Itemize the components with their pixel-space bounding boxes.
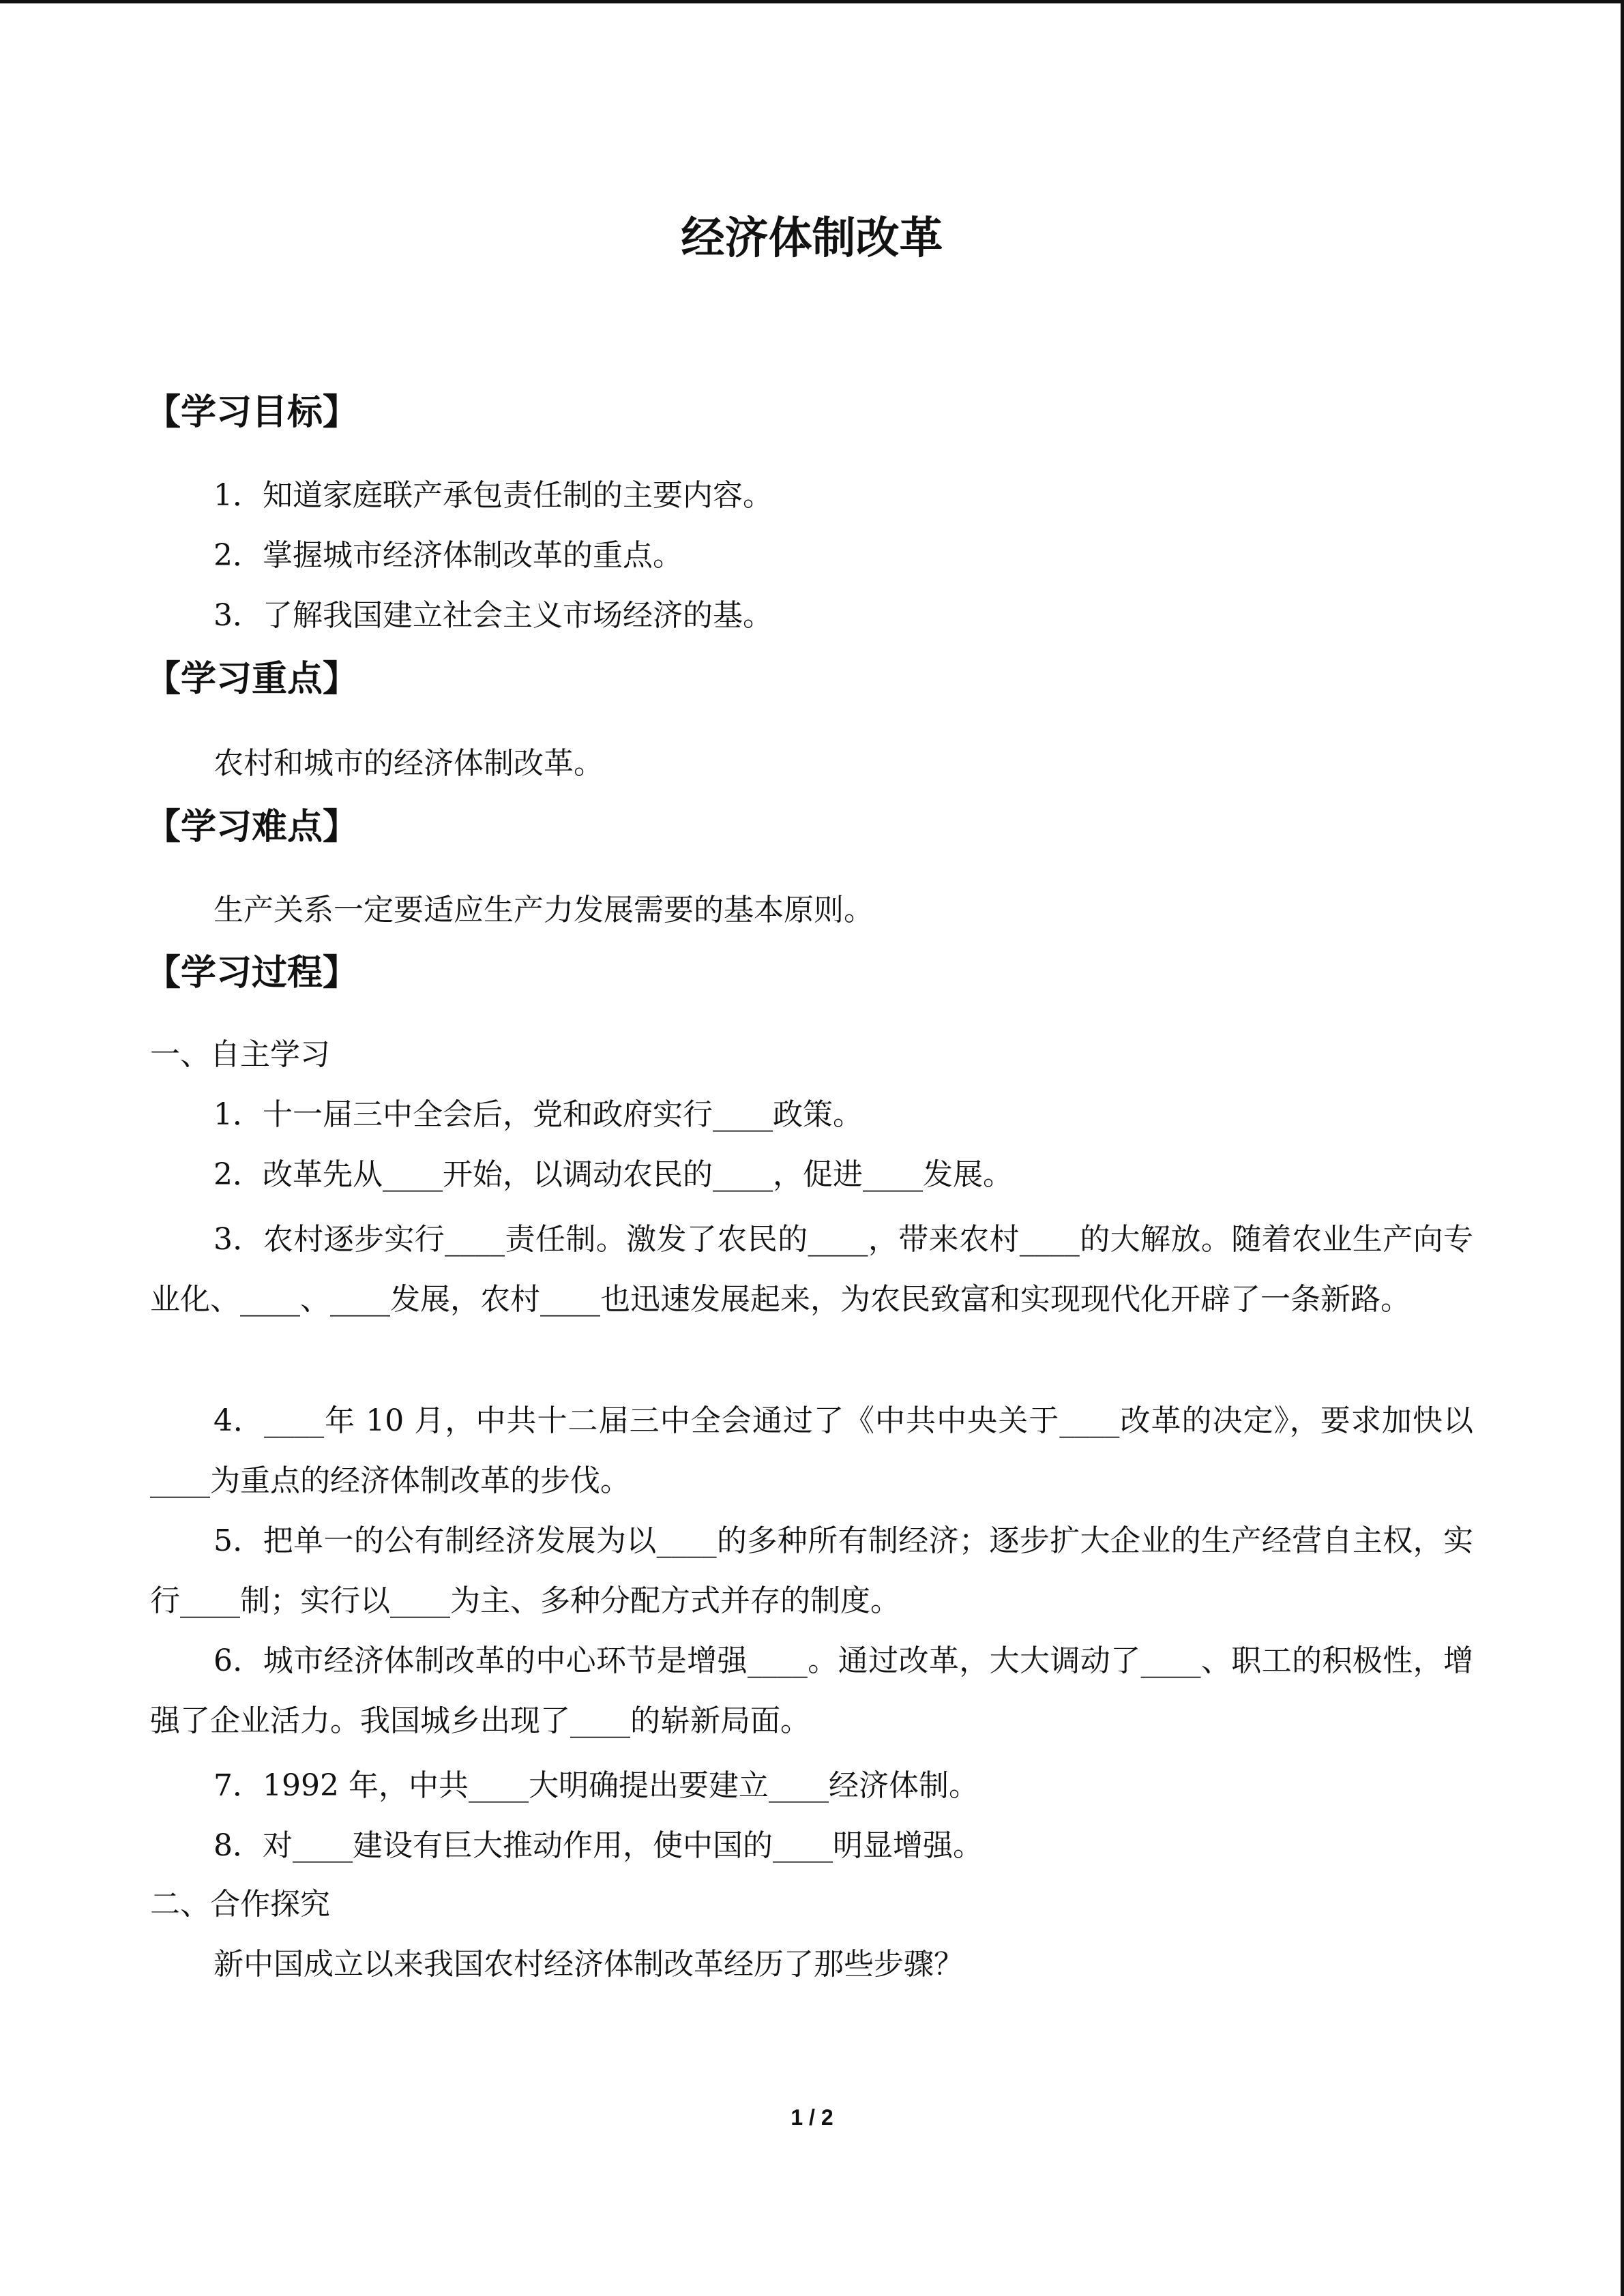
heading-process: 【学习过程】 <box>145 953 359 994</box>
key-points-text: 农村和城市的经济体制改革。 <box>213 746 604 781</box>
objective-item-2: 2．掌握城市经济体制改革的重点。 <box>213 538 683 573</box>
question-8: 8．对____建设有巨大推动作用，使中国的____明显增强。 <box>213 1828 983 1863</box>
question-6: 6．城市经济体制改革的中心环节是增强____。通过改革，大大调动了____、职工的积极性，增强了企业活力。我国城乡出现了____的崭新局面。 <box>150 1643 1473 1738</box>
part2-title: 二、合作探究 <box>150 1887 330 1922</box>
document-title: 经济体制改革 <box>681 213 943 264</box>
question-7: 7．1992 年，中共____大明确提出要建立____经济体制。 <box>213 1768 979 1803</box>
question-3: 3．农村逐步实行____责任制。激发了农民的____，带来农村____的大解放。随着农业生产向专业化、____、____发展，农村____也迅速发展起来，为农民致富和实现现代化开辟了一条新路。 <box>150 1222 1473 1317</box>
heading-key-points: 【学习重点】 <box>145 659 359 700</box>
question-1: 1．十一届三中全会后，党和政府实行____政策。 <box>213 1097 863 1132</box>
heading-objectives: 【学习目标】 <box>145 392 359 433</box>
objective-item-3: 3．了解我国建立社会主义市场经济的基。 <box>213 598 773 633</box>
question-2: 2．改革先从____开始，以调动农民的____，促进____发展。 <box>213 1157 1013 1192</box>
page-number: 1 / 2 <box>791 2105 833 2130</box>
objective-item-1: 1．知道家庭联产承包责任制的主要内容。 <box>213 478 773 513</box>
heading-difficulties: 【学习难点】 <box>145 807 359 848</box>
part1-title: 一、自主学习 <box>150 1037 330 1072</box>
part2-question: 新中国成立以来我国农村经济体制改革经历了那些步骤？ <box>213 1947 964 1982</box>
question-5: 5．把单一的公有制经济发展为以____的多种所有制经济；逐步扩大企业的生产经营自主权，实行____制；实行以____为主、多种分配方式并存的制度。 <box>150 1523 1473 1618</box>
question-4: 4．____年 10 月，中共十二届三中全会通过了《中共中央关于____改革的决定》，要求加快以____为重点的经济体制改革的步伐。 <box>150 1403 1473 1498</box>
difficulties-text: 生产关系一定要适应生产力发展需要的基本原则。 <box>213 893 874 927</box>
